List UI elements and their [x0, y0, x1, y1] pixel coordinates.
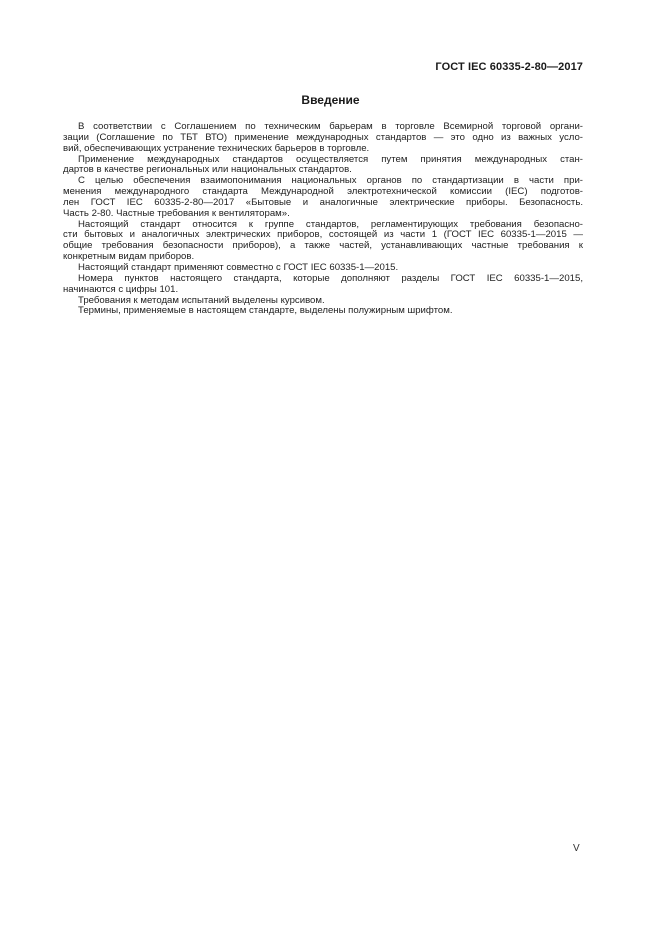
paragraph-line: вий, обеспечивающих устранение технических барьеров в торговле. — [63, 142, 370, 154]
page-number: V — [573, 843, 580, 854]
paragraph-line: менения международного стандарта Международной электротехнической комиссии (IEC) подготов- — [63, 186, 583, 198]
paragraph-line: Настоящий стандарт применяют совместно с ГОСТ IEC 60335-1—2015. — [78, 261, 399, 273]
paragraph-line: зации (Соглашение по ТБТ ВТО) применение международных стандартов — это одно из важных усло- — [63, 131, 583, 143]
paragraph-line: Применение международных стандартов осуществляется путем принятия международных стан- — [78, 153, 583, 165]
paragraph-terms-bold — [63, 306, 583, 317]
paragraph-line: Требования к методам испытаний выделены курсивом. — [78, 294, 325, 306]
paragraph-line: Настоящий стандарт относится к группе стандартов, регламентирующих требования безопасно- — [78, 218, 583, 230]
paragraph-line: С целью обеспечения взаимопонимания национальных органов по стандартизации в части при- — [78, 175, 583, 187]
paragraph-line: начинаются с цифры 101. — [63, 283, 179, 295]
paragraph-line: общие требования безопасности приборов), а также частей, устанавливающих частные требования к — [63, 240, 583, 252]
paragraph-wto-agreement — [63, 122, 583, 155]
paragraph-line: дартов в качестве региональных или национальных стандартов. — [63, 164, 352, 176]
paragraph-iec-purpose — [63, 176, 583, 219]
paragraph-clause-numbers — [63, 274, 583, 296]
introduction-body — [63, 122, 583, 317]
paragraph-line: лен ГОСТ IEC 60335-2-80—2017 «Бытовые и аналогичные электрические приборы. Безопасность. — [63, 196, 583, 208]
paragraph-line: конкретным видам приборов. — [63, 251, 195, 263]
paragraph-line: В соответствии с Соглашением по техническим барьерам в торговле Всемирной торговой органи- — [78, 121, 583, 132]
paragraph-line: Часть 2-80. Частные требования к вентиляторам». — [63, 207, 290, 219]
paragraph-line: сти бытовых и аналогичных электрических приборов, состоящей из части 1 (ГОСТ IEC 60335-1—2015 — — [63, 229, 583, 241]
paragraph-line: Термины, применяемые в настоящем стандарте, выделены полужирным шрифтом. — [78, 305, 453, 317]
paragraph-standard-group — [63, 220, 583, 263]
paragraph-line: Номера пунктов настоящего стандарта, которые дополняют разделы ГОСТ IEC 60335-1—2015, — [78, 272, 583, 284]
standard-code-header: ГОСТ IEC 60335-2-80—2017 — [435, 61, 583, 73]
section-title: Введение — [301, 93, 360, 107]
paragraph-application — [63, 155, 583, 177]
